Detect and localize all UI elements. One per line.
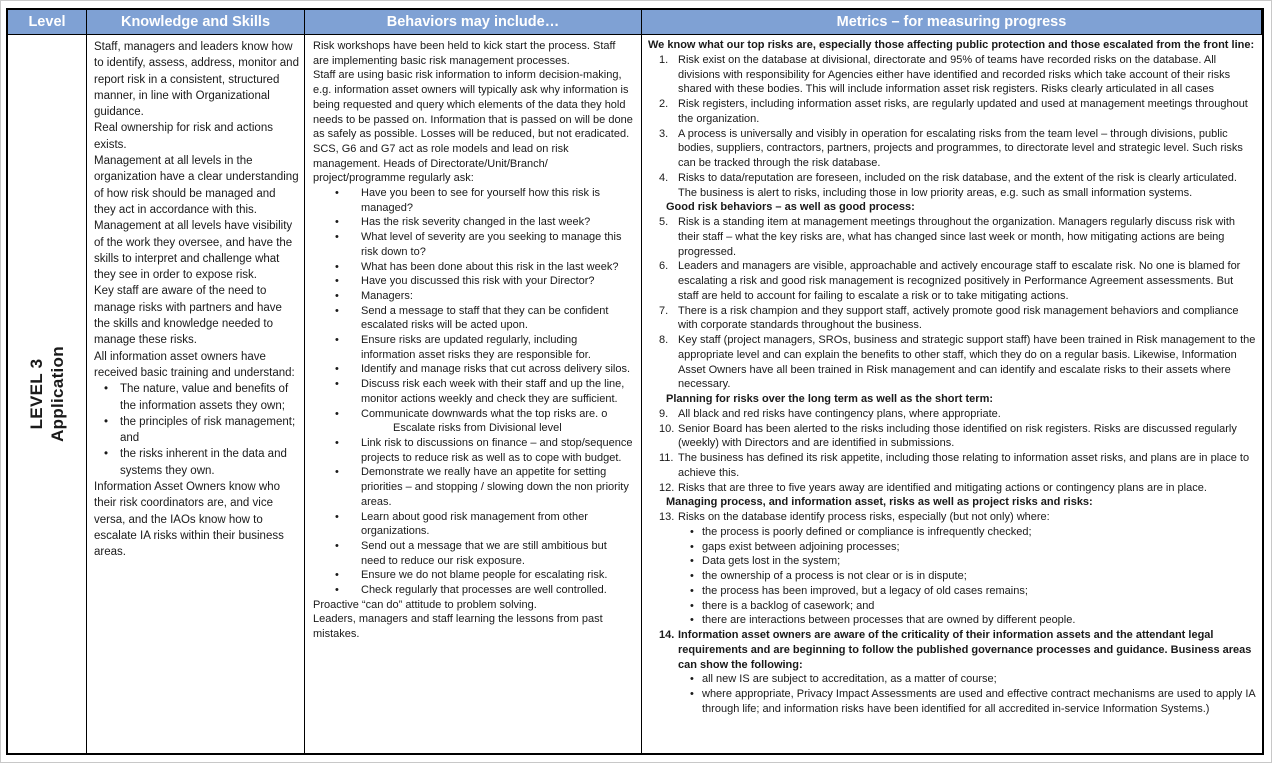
bullet-item [331, 230, 634, 259]
item-text: Risks on the database identify process risks, especially (but not only) where: [678, 511, 1050, 523]
bullet-text: Managers: [361, 289, 413, 302]
paragraph: Staff are using basic risk information to inform decision-making, e.g. information asset owners will typically ask why information is being requested and query which elements of the data they hold needs to be passed on. Information that is passed on will be done as safely as possible. Losses will be reduced, but not eradicated. [313, 69, 633, 141]
metrics-cell [642, 35, 1262, 753]
column-header-behaviors: Behaviors may include… [305, 10, 642, 35]
numbered-item [648, 333, 1256, 392]
bullet-marker: • [690, 555, 694, 568]
bullet-text: the principles of risk management; and [120, 415, 296, 445]
level-name-label: Application [48, 346, 67, 442]
item-text: Key staff (project managers, SROs, business and strategic support staff) have been trained in Risk management to the appropriate level and can explain the benefits to other staff, which they do on a regular basis. Likewise, Information Asset Owners have all been trained in Risk management and can identify and escalate risks to their assets where necessary. [678, 334, 1256, 391]
bullet-marker: • [335, 231, 339, 244]
bullet-marker: • [690, 540, 694, 553]
bullet-marker: • [690, 688, 694, 700]
bullet-item [331, 333, 634, 362]
bullet-item [331, 260, 634, 275]
item-number: 8. [659, 334, 669, 346]
item-number: 3. [659, 127, 669, 140]
bullet-marker: • [335, 187, 339, 200]
bullet-text: the risks inherent in the data and systems they own. [120, 448, 287, 477]
bullet-item [331, 186, 634, 215]
item-number: 14. [659, 629, 675, 641]
sub-bullet-text: all new IS are subject to accreditation, as a matter of course; [702, 673, 997, 686]
bullet-marker: • [335, 304, 339, 317]
sub-bullet-text: the ownership of a process is not clear or is in dispute; [702, 570, 967, 582]
maturity-table [6, 8, 1264, 755]
bullet-marker: • [335, 539, 339, 552]
numbered-item [648, 53, 1256, 97]
bullet-text: Has the risk severity changed in the last week? [361, 216, 591, 229]
sub-bullet-text: where appropriate, Privacy Impact Assessments are used and effective contract mechanisms are used to apply IA through life; and information risks have been identified for all accredited in-service Information Systems.) [702, 688, 1256, 715]
sub-bullet-text: there is a backlog of casework; and [702, 599, 875, 612]
numbered-item [648, 510, 1256, 525]
bullet-marker: • [690, 570, 694, 582]
numbered-item [648, 422, 1256, 452]
sub-bullet-item [690, 540, 1256, 555]
bullet-text: What level of severity are you seeking to manage this risk down to? [361, 231, 622, 258]
sub-bullet-item [690, 599, 1256, 614]
bullet-marker: • [335, 510, 339, 523]
bullet-item [331, 568, 634, 583]
bullet-text: Have you been to see for yourself how this risk is managed? [361, 187, 601, 214]
bullet-text: Have you discussed this risk with your Director? [361, 275, 595, 288]
paragraph: Staff, managers and leaders know how to identify, assess, address, monitor and report risk in a consistent, structured manner, in line with Organizational guidance. [94, 41, 299, 119]
bullet-marker: • [335, 436, 339, 449]
numbered-item [648, 97, 1256, 127]
bullet-text: Identify and manage risks that cut across delivery silos. [361, 363, 631, 376]
bullet-marker: • [335, 466, 339, 479]
sub-bullet-text: the process has been improved, but a legacy of old cases remains; [702, 584, 1028, 597]
numbered-item [648, 215, 1256, 259]
bullet-marker: • [335, 569, 339, 582]
bullet-item [331, 407, 634, 422]
item-text: Leaders and managers are visible, approachable and actively encourage staff to escalate risk. No one is blamed for escalating a risk and good risk management is recognized positively in Performance Agreement assessments. But staff are held to account for failing to escalate a risk or to take mitigating actions. [678, 260, 1241, 302]
item-text: A process is universally and visibly in operation for escalating risks from the team level – through divisions, public bodies, suppliers, contractors, partners, projects and programmes, to directorate level and strategic level. Such risks can be tracked through the risk database. [678, 127, 1243, 169]
bullet-item [331, 289, 634, 304]
subheading: Good risk behaviors – as well as good process: [666, 201, 915, 214]
bullet-item [331, 510, 634, 539]
paragraph: Leaders, managers and staff learning the lessons from past mistakes. [313, 613, 603, 641]
column-header-knowledge-and-skills: Knowledge and Skills [87, 10, 305, 35]
paragraph: SCS, G6 and G7 act as role models and lead on risk management. Heads of Directorate/Unit/Branch/ project/programme regularly ask: [313, 142, 569, 185]
bullet-text: What has been done about this risk in the last week? [361, 260, 619, 273]
item-number: 13. [659, 511, 675, 523]
bullet-marker: • [335, 407, 339, 420]
item-text: Senior Board has been alerted to the risks including those identified on risk registers. Risks are discussed regularly (weekly) with Directors and are identified in submissions. [678, 422, 1237, 450]
item-text: Risks to data/reputation are foreseen, included on the risk database, and the extent of the risk is clearly articulated. The business is alert to risks, including those in low priority areas, e.g. such as small information systems. [678, 171, 1237, 199]
numbered-item [648, 628, 1256, 672]
level-cell [8, 35, 87, 753]
bullet-marker: • [335, 363, 339, 376]
subheading: Planning for risks over the long term as well as the short term: [666, 393, 994, 405]
numbered-item [648, 481, 1256, 496]
bullet-marker: • [104, 415, 109, 428]
item-text: Risk exist on the database at divisional, directorate and 95% of teams have recorded risks on the database. All divisions with responsibility for Agencies either have identified and recorded risks which take account of their risks shared with these bodies. This will include information asset risk registers. Risks clearly articulated in all cases [678, 53, 1231, 96]
bullet-marker: • [335, 584, 339, 597]
bullet-text: Communicate downwards what the top risks are. o [361, 407, 608, 420]
bullet-item [331, 215, 634, 230]
numbered-item [648, 259, 1256, 303]
bullet-text: Check regularly that processes are well controlled. [361, 584, 607, 597]
bullet-item [331, 465, 634, 509]
bullet-text: Link risk to discussions on finance – and stop/sequence projects to reduce risk as well as to cope with budget. [361, 436, 633, 464]
sub-bullet-item [690, 569, 1256, 584]
sub-bullet-item [690, 613, 1256, 628]
sub-bullet-text: there are interactions between processes that are owned by different people. [702, 614, 1076, 627]
bullet-marker: • [335, 289, 339, 302]
sub-bullet-text: Data gets lost in the system; [702, 555, 841, 568]
bullet-text: Learn about good risk management from other organizations. [361, 510, 588, 538]
paragraph: Information Asset Owners know who their risk coordinators are, and vice versa, and the IAOs know how to escalate IA risks within their business areas. [94, 481, 284, 559]
item-number: 4. [659, 171, 669, 184]
item-number: 5. [659, 216, 669, 228]
numbered-item [648, 304, 1256, 334]
numbered-item [648, 407, 1256, 422]
sub-bullet-text: Escalate risks from Divisional level [393, 422, 562, 435]
numbered-item [648, 451, 1256, 481]
sub-bullet-text: gaps exist between adjoining processes; [702, 540, 900, 553]
bullet-marker: • [690, 673, 694, 686]
paragraph: Real ownership for risk and actions exists. [94, 122, 273, 151]
bullet-marker: • [690, 525, 694, 538]
column-header-level: Level [8, 10, 87, 35]
bullet-item [331, 304, 634, 333]
bullet-text: Ensure risks are updated regularly, including information asset risks they are responsible for. [361, 334, 591, 361]
item-text: All black and red risks have contingency plans, where appropriate. [678, 407, 1001, 420]
item-text: Risks that are three to five years away are identified and mitigating actions or contingency plans are in place. [678, 481, 1207, 494]
sub-bullet-item [690, 672, 1256, 687]
bullet-text: Ensure we do not blame people for escalating risk. [361, 569, 608, 582]
bullet-marker: • [690, 599, 694, 612]
sub-bullet-text: the process is poorly defined or compliance is infrequently checked; [702, 525, 1032, 538]
level-rotated-label [26, 346, 69, 442]
knowledge-and-skills-cell [87, 35, 305, 753]
paragraph: Proactive “can do” attitude to problem solving. [313, 598, 537, 611]
bullet-item [331, 436, 634, 465]
level-number-label: LEVEL 3 [26, 358, 46, 430]
item-number: 9. [659, 407, 669, 420]
bullet-marker: • [690, 614, 694, 627]
bullet-marker: • [104, 383, 109, 396]
bullet-marker: • [335, 260, 339, 273]
sub-bullet-item [690, 525, 1256, 540]
numbered-item [648, 171, 1256, 201]
bullet-marker: • [335, 334, 339, 347]
sub-bullet-item [690, 687, 1256, 717]
item-number: 1. [659, 53, 669, 66]
item-text: There is a risk champion and they support staff, actively promote good risk management behaviors and compliance with corporate standards throughout the business. [678, 304, 1239, 332]
item-number: 6. [659, 260, 669, 273]
bullet-marker: • [335, 275, 339, 288]
bullet-item [94, 414, 299, 447]
item-text: Risk is a standing item at management meetings throughout the organization. Managers regularly discuss risk with their staff – what the key risks are, what has changed since last week or month, how mitigating actions are being progressed. [678, 216, 1235, 258]
paragraph: Key staff are aware of the need to manage risks with partners and have the skills and knowledge needed to manage these risks. [94, 285, 282, 347]
item-number: 10. [659, 422, 675, 435]
paragraph: Management at all levels in the organization have a clear understanding of how risk should be managed and they act in accordance with this. [94, 155, 299, 216]
sub-bullet-item [690, 554, 1256, 569]
paragraph: All information asset owners have received basic training and understand: [94, 350, 295, 379]
behaviors-cell [305, 35, 642, 753]
bullet-marker: • [335, 216, 339, 229]
item-number: 2. [659, 98, 669, 110]
item-number: 11. [659, 452, 674, 464]
bullet-text: Send a message to staff that they can be confident escalated risks will be acted upon. [361, 304, 609, 332]
bullet-item [331, 539, 634, 568]
item-number: 7. [659, 304, 669, 317]
bullet-text: The nature, value and benefits of the information assets they own; [120, 383, 289, 412]
bullet-item [331, 274, 634, 289]
column-header-metrics: Metrics – for measuring progress [642, 10, 1262, 35]
item-number: 12. [659, 481, 675, 494]
bullet-item [331, 377, 634, 406]
bullet-marker: • [104, 448, 109, 461]
bullet-text: Demonstrate we really have an appetite for setting priorities – and stopping / slowing down the non priority areas. [361, 466, 629, 508]
item-text: Information asset owners are aware of the criticality of their information assets and the attendant legal requirements and are beginning to follow the published governance processes and guidance. Business areas can show the following: [678, 629, 1252, 671]
intro-line: We know what our top risks are, especially those affecting public protection and those escalated from the front line: [648, 39, 1255, 51]
item-text: The business has defined its risk appetite, including those relating to information asset risks, and plans are in place to achieve this. [678, 452, 1250, 479]
bullet-item [331, 362, 634, 377]
bullet-marker: • [335, 378, 339, 391]
bullet-item [94, 446, 299, 479]
subheading: Managing process, and information asset, risks as well as project risks and risks: [666, 496, 1093, 509]
paragraph: Risk workshops have been held to kick start the process. Staff are implementing basic risk management processes. [313, 40, 616, 67]
paragraph: Management at all levels have visibility of the work they oversee, and have the skills to interpret and challenge what they see in order to expose risk. [94, 220, 293, 282]
bullet-item [331, 583, 634, 598]
bullet-marker: • [690, 584, 694, 597]
bullet-text: Discuss risk each week with their staff and up the line, monitor actions weekly and check they are sufficient. [361, 378, 625, 405]
bullet-text: Send out a message that we are still ambitious but need to reduce our risk exposure. [361, 539, 607, 567]
sub-bullet-item [690, 584, 1256, 599]
item-text: Risk registers, including information asset risks, are regularly updated and used at management meetings throughout the organization. [678, 98, 1248, 125]
bullet-item [94, 381, 299, 414]
numbered-item [648, 127, 1256, 171]
